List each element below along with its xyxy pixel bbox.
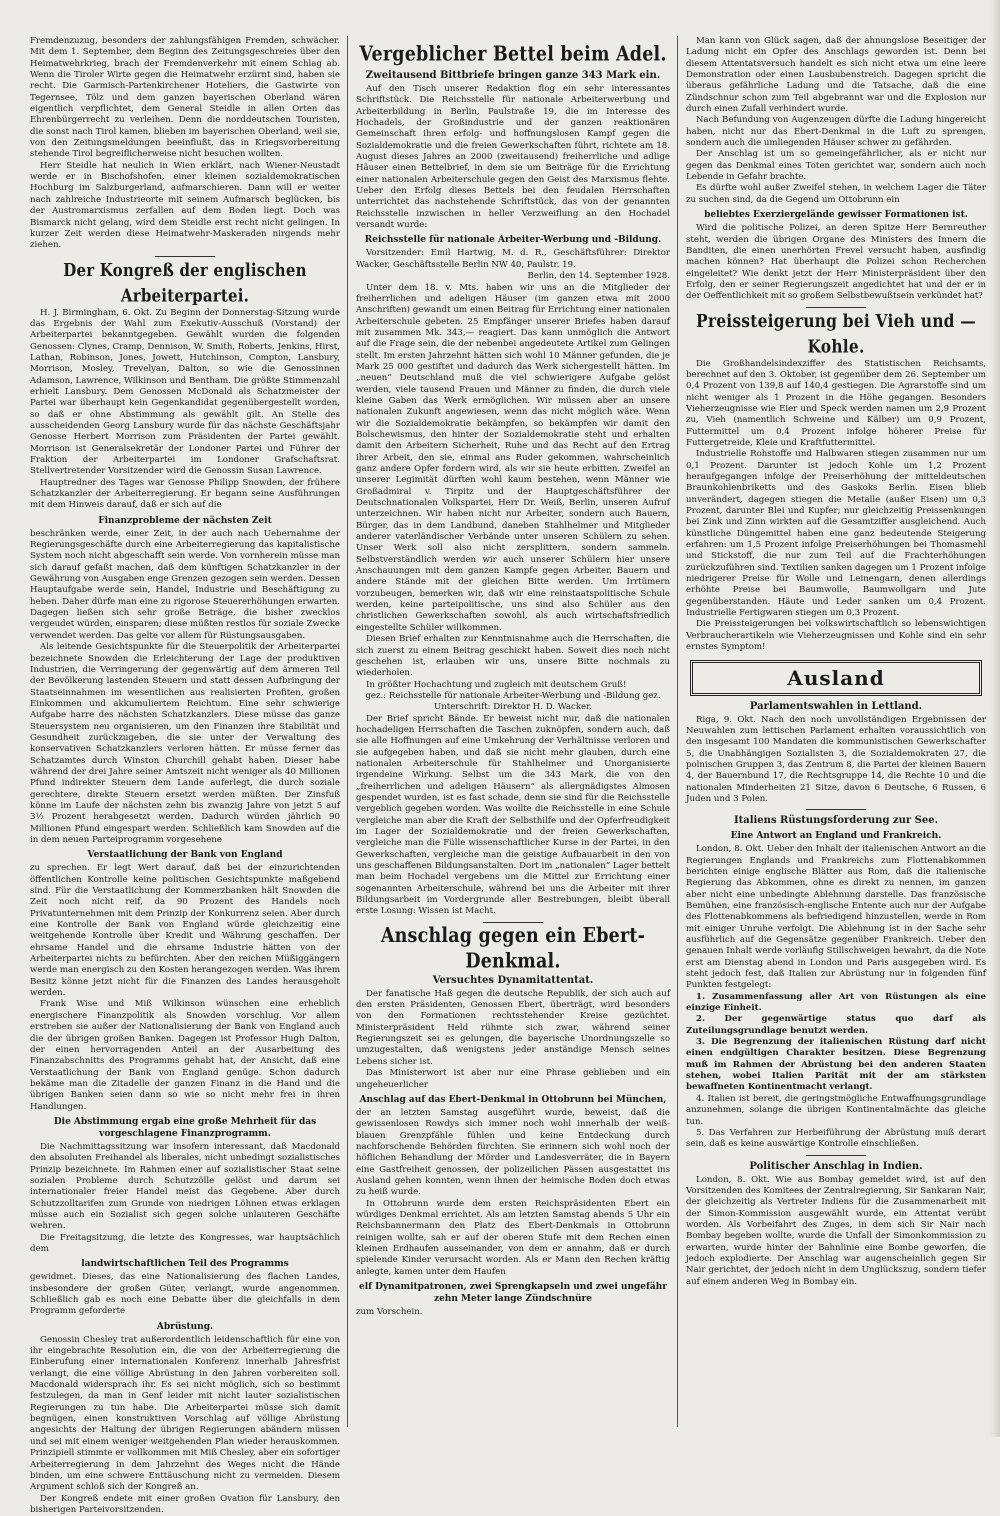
- subheading: beliebtes Exerziergelände gewisser Formationen ist.: [704, 210, 968, 221]
- article-paragraph: Nach Befundung von Augenzeugen dürfte die Ladung hingereicht haben, nicht nur das Ebert-Denkmal in die Luft zu sprengen, sondern auch die umliegenden Häuser schwer zu gefährden.: [686, 115, 986, 149]
- list-item: 1. Zusammenfassung aller Art von Rüstungen als eine einzige Einheit.: [686, 991, 986, 1014]
- column-left: [30, 36, 340, 1515]
- column-divider: [677, 36, 678, 1427]
- article-paragraph: Die Freitagsitzung, die letzte des Kongresses, war hauptsächlich dem: [30, 1232, 340, 1254]
- article-paragraph: Die Nachmittagssitzung war insofern interessant, daß Macdonald den absoluten Freihandel als liberales, nicht unbedingt sozialistisches Prinzip bezeichnete. Im Rahmen einer auf sozialistischer Staat seine sozialen Probleme durch Schutzzölle gelöst und darum sei internationaler freier Handel meist das Gegebene. Aber durch Schutzzolltarifen zum Grunde von niedrigen Löhnen etwas erklagen müsse auch ein Sozialist sich gegen solche unlauteren Geschäfte wehren.: [30, 1141, 340, 1232]
- list-item: 2. Der gegenwärtige status quo darf als Zuteilungsgrundlage benutzt werden.: [686, 1014, 986, 1036]
- article-paragraph: London, 8. Okt. Ueber den Inhalt der italienischen Antwort an die Regierungen Englands und Frankreichs zum Flottenabkommen berichten einige englische Blätter aus Rom, daß die italienische Regierung das Abkommen, ohne es direkt zu nennen, im ganzen aber nicht eine unbedingte Ablehnung darstelle. Das französische Bemühen, eine französisch-englische Entente auch nur der Aufgabe des Flottenabkommens als befriedigend hinzustellen, werde in Rom mit einiger Unruhe verfolgt. Die Ablehnung ist in der Sache sehr ausführlich auf die Gegensätze gegenüber Frankreich. Ueber den genauen Inhalt werde vorläufig Stillschweigen bewahrt, da die Note erst am Dienstag abend in London und Paris ausgegeben wird. Es steht jedoch fest, daß Italien zur Abrüstung nur in folgenden fünf Punkten festgelegt:: [686, 844, 986, 991]
- article-paragraph: zum Vorschein.: [356, 1307, 423, 1317]
- list-item: 4. Italien ist bereit, die geringstmögliche Entwaffnungsgrundlage anzunehmen, solange die übrigen Kontinentalmächte das gleiche tun.: [686, 1093, 986, 1127]
- section-divider: [155, 256, 215, 257]
- article-paragraph: Genossin Chesley trat außerordentlich leidenschaftlich für eine von ihr eingebrachte Resolution ein, die von der Arbeiterregierung die Einberufung einer internationalen Konferenz innerhalb Jahresfrist verlangt, die eine völlige Abrüstung in den Jahren vorbereiten soll. Macdonald widersprach ihr. Es sei nicht möglich, sich so bestimmt festzulegen, da man in Genf leider mit nicht lauter sozialistischen Regierungen zu tun habe. Die Arbeiterpartei müsse sich damit begnügen, einen konstruktiven Vorschlag auf völlige Abrüstung angesichts der Haltung der übrigen Regierungen abändern müssen und sei mit einem weniger weitgehenden Plan wieder herauskommen. Prinzipiell stimmte er vollkommen mit Miß Chesley, aber ein sofortiger Arbeiterregierung in dem Jahrzehnt des Weges nicht die Hände binden, um eine schwere Enttäuschung nicht zu vermeiden. Diesem Argument schloß sich der Kongreß an.: [30, 1334, 340, 1493]
- article-paragraph: zu sprechen. Er legt Wert darauf, daß bei der einzurichtenden öffentlichen Kontrolle keine politischen Gesichtspunkte maßgebend sind. Für die Verstaatlichung der Kommerzbanken hält Snowden die Zeit noch nicht reif, da 90 Prozent des Handels noch Privatunternehmen mit dem Prinzip der Konkurrenz seien. Aber durch eine Kontrolle der Bank von England würde gleichzeitig eine weitgehende Kontrolle über Kredit und Währung geschaffen. Der ehrsame Handel und die ehrsame Industrie hätten von der Arbeiterpartei nichts zu befürchten. Aber den reichen Müßiggängern werde man energisch zu den Kosten herangezogen werden. Was ihrem Besitz könne jetzt nicht für die Finanzen des Landes herausgeholt werden.: [30, 863, 340, 999]
- article-paragraph: Die Preissteigerungen bei volkswirtschaftlich so lebenswichtigen Verbraucherartikeln wie Vieherzeugnissen und Kohle sind ein sehr ernstes Symptom!: [686, 619, 986, 653]
- article-paragraph: Unter dem 18. v. Mts. haben wir uns an die Mitglieder der freiherrlichen und adeligen Häuser (im ganzen etwa mit 2000 Anschriften) gewandt um einen Beitrag für Errichtung einer nationalen Arbeiterschule gebeten. 25 Empfänger unserer Briefes haben darauf mit zusammen Mk. 343,— reagiert. Das kann unmöglich die Antwort auf die Frage sein, die der nebenbei angedeutete Artikel zum Gelingen stellt. Im ersten Jahrzehnt hätten sich wohl 10 Männer gefunden, die je Mark 25 000 gestiftet und dadurch das Werk sichergestellt hätten. Im „neuen“ Deutschland muß die viel schwierigere Aufgabe gelöst werden, viele tausend Frauen und Männer zu finden, die durch viele kleine Gaben das Werk ermöglichen. Wir müssen aber an unsere nationalen Zukunft angewiesen, wenn das nicht möglich wäre. Wenn wir die Sozialdemokratie bekämpfen, so bekämpfen wir damit den Bolschewismus, den hinter der Sozialdemokratie steht und erhalten damit den Arbeitern Sicherheit, Ruhe und das Recht auf den Ertrag ihrer Arbeit, den sie, einmal ans Ruder gekommen, wahrscheinlich ganz andere Opfer fordern wird, als wir sie heute erbitten. Zweifel an unserer Legimität dürften wohl kaum bestehen, wenn Männer wie Großadmiral v. Tirpitz und der Hauptgeschäftsführer der Deutschnationalen Volkspartei, Herr Dr. Weiß, Berlin, unseren Aufruf unterzeichnen. Wir haben nicht nur Arbeiter, sondern auch Bauern, Bürger, das in dem Landbund, daneben Stahlhelmer und Mitglieder anderer vaterländischer Verbände unter unseren Schülern zu sehen. Unser Werk soll also nicht zersplittern, sondern sammeln. Selbstverständlich werden wir auch unserer Schülern hier unsere Anschauungen mit dem ganzen Kampfe gegen Arbeiter, Bauern und andere Stände mit der gleichen Bitte werden. Um Irrtümern vorzubeugen, bemerken wir, daß wir eine reinstaatspolitische Schule werden, keine parteipolitische, uns sind also Schüler aus den christlichen Gewerkschaften sowohl, als auch wirtschaftsfriedlich eingestellte Schüler willkommen.: [356, 282, 670, 633]
- headline-beggar-letter: Vergeblicher Bettel beim Adel.: [359, 43, 667, 67]
- section-divider: [483, 922, 543, 923]
- article-paragraph: gewidmet. Dieses, das eine Nationalisierung des flachen Landes, insbesondere der großen Güter, verlangt, wurde angenommen. Schließlich gab es noch eine Debatte über die gleichfalls in dem Programm geforderte: [30, 1272, 340, 1317]
- list-item: 5. Das Verfahren zur Herbeiführung der Abrüstung muß derart sein, daß es keine auswärtige Kontrolle einschließen.: [686, 1127, 986, 1150]
- article-paragraph: Der Brief spricht Bände. Er beweist nicht nur, daß die nationalen hochadeligen Herrschaften die Taschen zuknöpfen, sondern auch, daß sie alle Hoffnungen auf eine Umkehrung der Verhältnisse verloren und sie aufgegeben haben, und daß sie nicht mehr glauben, durch eine nationalen Arbeiterschule für Stahlhelmer und Unorganisierte irgendeine Wirkung. Selbst um die 343 Mark, die von den „freiherrlichen und adeligen Häusern“ als allergnädigstes Almosen gespendet wurden, ist es fast schade, denn sie sind für die Reichsstelle vergeblich gegeben worden. Was wollte die Reichsstelle in eine Schule vergleiche man aber die Kraft der Selbsthilfe und der Opferfreudigkeit im Lager der Sozialdemokratie und der freien Gewerkschaften, vergleiche man die Fülle wissenschaftlicher Kurse in der Partei, in den Gewerkschaften, vergleiche man die geistige Aufbauarbeit in den von uns geschaffenen Bildungsanstalten. Dort im „nationalen“ Lager bettelt man beim Hochadel vergebens um die Mittel zur Errichtung einer sogenannten Arbeiterschule, während bei uns die Arbeiter mit ihrer Bildungsarbeit im Vordergrunde aller Bestrebungen, bleibt überall erste Losung: Wissen ist Macht.: [356, 713, 670, 917]
- article-paragraph: Fremdenzuzug, besonders der zahlungsfähigen Fremden, schwächer. Mit dem 1. September, dem Beginn des Zeitungsgeschreies über den Heimatwehrkrieg, brach der Fremdenverkehr mit einem Schlag ab. Wenn die Tiroler Wirte gegen die Heimatwehr erzürnt sind, haben sie recht. Die Garmisch-Partenkirchener Hoteliers, die Gastwirte von Tegernsee, Tölz und dem ganzen bayerischen Oberland wären eigentlich verpflichtet, dem General Steidle in allen Orten das Ehrenbürgerrecht zu verleihen. Denn die norddeutschen Touristen, die sonst nach Tirol kamen, blieben im bayerischen Oberland, weil sie, von den Zeitungsmeldungen beeinflußt, das in Kriegsvorbereitung stehende Tirol begreiflicherweise nicht besuchen wollten.: [30, 36, 340, 160]
- headline-sub: Eine Antwort an England und Frankreich.: [730, 831, 942, 842]
- subheading: landwirtschaftlichen Teil des Programms: [81, 1259, 289, 1270]
- headline-ebert-monument: Anschlag gegen ein Ebert-Denkmal.: [380, 924, 646, 973]
- letter-signature: gez.: Reichsstelle für nationale Arbeiter-Werbung und -Bildung gez. Unterschrift: Direktor H. D. Wacker.: [365, 690, 661, 713]
- section-divider: [806, 1155, 866, 1156]
- headline-price-rise: Preissteigerung bei Vieh und — Kohle.: [696, 309, 976, 357]
- section-banner-ausland: [690, 660, 982, 696]
- subheading: Die Abstimmung ergab eine große Mehrheit für das vorgeschlagene Finanzprogramm.: [53, 1116, 317, 1139]
- article-paragraph: H. J. Birmingham, 6. Okt. Zu Beginn der Donnerstag-Sitzung wurde das Ergebnis der Wahl zum Exekutiv-Ausschuß (Vorstand) der Arbeiterpartei bekanntgegeben. Gewählt wurden die folgenden Genossen: Clynes, Cramp, Dennison, W. Smith, Roberts, Jenkins, Hirst, Lathan, Robinson, Jones, Jowett, Hutchinson, Compton, Lansbury, Morrison, Mosley, Trevelyan, Dalton, so wie die Genossinnen Adamson, Lawrence, Wilkinson und Bentham. Die größte Stimmenzahl erhielt Lansbury. Dem Genossen McDonald als Schatzmeister der Partei war überhaupt kein Gegenkandidat gegenübergestellt worden, so daß er ohne Abstimmung als gewählt gilt. An Stelle des ausscheidenden Georg Lansbury wurde für das nächste Geschäftsjahr Genosse Herbert Morrison zum Präsidenten der Partei gewählt. Morrison ist Generalsekretär der Londoner Partei und Führer der Fraktion der Arbeiterpartei im Londoner Grafschaftsrat. Stellvertretender Vorsitzender wird die Genossin Susan Lawrence.: [30, 307, 340, 477]
- column-middle: [356, 36, 670, 1429]
- column-right: [686, 36, 986, 1429]
- article-paragraph: Der fanatische Haß gegen die deutsche Republik, der sich auch auf den ersten Präsidenten, Genossen Ebert, überträgt, wird besonders von den Formationen rechtsstehender Kreise gezüchtet. Ministerpräsident Held rühmte sich zwar, während seiner Regierungszeit sei es gelungen, die bayerische Unordnungszelle so umzugestalten, daß wenigstens jeder anständige Mensch seines Lebens sicher ist.: [356, 988, 670, 1067]
- article-paragraph: In größter Hochachtung und zugleich mit deutschem Gruß!: [366, 679, 627, 690]
- article-paragraph: Riga, 9. Okt. Nach den noch unvollständigen Ergebnissen der Neuwahlen zum lettischen Parlament erhalten voraussichtlich von den insgesamt 100 Mandaten die kommunistischen Gewerkschafter 5, die Unabhängigen Sozialisten 3, die Sozialdemokraten 27, die polnischen Gruppen 3, das Zentrum 8, die Partei der kleinen Bauern 4, der Bauernbund 17, die Rechtsgruppe 14, die Rechte 10 und die nationalen Minderheiten 21 Sitze, davon 6 Deutsche, 6 Russen, 6 Juden und 3 Polen.: [686, 714, 986, 804]
- article-paragraph: Auf den Tisch unserer Redaktion flog ein sehr interessantes Schriftstück. Die Reichsstelle für nationale Arbeiterwerbung und Arbeiterbildung in Berlin, Paulstraße 19, die im Interesse des Hochadels, der Großindustrie und der ganzen reaktionären Gemeinschaft ihren erfolg- und hoffnungslosen Kampf gegen die Sozialdemokratie und die freien Gewerkschaften führt, richtete am 18. August dieses Jahres an 2000 (zweitausend) freiherrliche und adlige Häuser einen Bettelbrief, in dem sie um Beiträge für die Errichtung einer nationalen Arbeiterschule gegen den Geist des Marxismus flehte. Ueber den Erfolg dieses Bettels bei den feudalen Herrschaften unterrichtet das nachstehende Schriftstück, das von der genannten Reichsstelle inzwischen in heller Verzweiflung an den Hochadel versandt wurde:: [356, 84, 670, 231]
- article-paragraph: der an letzten Samstag ausgeführt wurde, beweist, daß die gewissenlosen Rowdys sich immer noch wohl innerhalb der weiß-blauen Grenzpfähle fühlen und keine Entdeckung durch nachforschende Behörden fürchten. Sie erinnern sich wohl noch der höflichen Behandlung der Mörder und Landesverräter, die in Bayern eine Gastfreiheit genossen, der polizeilichen Pässen ausgestattet ins Ausland gehen konnten, wenn ihnen der heimische Boden doch etwas zu heiß wurde.: [356, 1107, 670, 1198]
- article-paragraph: Herr Steidle hat neulich in Wien erklärt, nach Wiener-Neustadt werde er in Bischofshofen, einer kleinen sozialdemokratischen Hochburg im Salzburgerland, aufmarschieren. Dann will er weiter nach zahlreiche Industrieorte mit seinem Aufmarsch beglücken, bis der Austromarxismus zerfallen auf dem Boden liegt. Doch was Bismarck nicht gelang, wird dem Steidle erst recht nicht gelingen. In kurzer Zeit werden diese Heimatwehr-Maskeraden nirgends mehr ziehen.: [30, 160, 340, 251]
- article-paragraph: Es dürfte wohl außer Zweifel stehen, in welchem Lager die Täter zu suchen sind, da die Gegend um Ottobrunn ein: [686, 183, 986, 205]
- letter-heading: Reichsstelle für nationale Arbeiter-Werbung und -Bildung.: [364, 235, 662, 246]
- article-paragraph: Der Kongreß endete mit einer großen Ovation für Lansbury, den bisherigen Parteivorsitzenden.: [30, 1493, 340, 1515]
- column-divider: [347, 36, 348, 1427]
- article-paragraph: Industrielle Rohstoffe und Halbwaren stiegen zusammen nur um 0,1 Prozent. Darunter ist jedoch Kohle um 1,2 Prozent heraufgegangen infolge der Preiserhöhung der mitteldeutschen Braunkohlenbriketts und des Gaskoks Berlin. Eisen blieb unverändert, dagegen stiegen die Metalle (außer Eisen) um 0,3 Prozent, darunter Blei und Kupfer; nur gleichzeitig Preissenkungen bei Zink und Zinn wirkten auf die Gesamtziffer ausgleichend. Auch künstliche Düngemittel haben eine ganz bedeutende Steigerung erfahren: um 1,5 Prozent infolge Preiserhöhungen bei Thomasmehl und Stickstoff, die nur zum Teil auf die Frachterhöhungen zurückzuführen sind. Textilien sanken dagegen um 1 Prozent infolge niedrigerer Preise für Wolle und Leinengarn, denen allerdings erhöhte Preise bei Baumwolle, Baumwollgarn und Jute gegenüberstanden. Häute und Leder sanken um 0,4 Prozent. Industrielle Fertigwaren stiegen um 0,3 Prozent.: [686, 449, 986, 619]
- article-paragraph: Vorsitzender: Emil Hartwig, M. d. R., Geschäftsführer: Direktor Wacker, Geschäftsstelle Berlin NW 40, Paulstr. 19.: [356, 248, 670, 270]
- article-paragraph: Das Ministerwort ist aber nur eine Phrase geblieben und ein ungeheuerlicher: [356, 1068, 670, 1090]
- article-paragraph: Hauptredner des Tages war Genosse Philipp Snowden, der frühere Schatzkanzler der Arbeiterregierung. Er begann seine Ausführungen mit dem Hinweis darauf, daß er sich auf die: [30, 477, 340, 511]
- headline-sub: Versuchtes Dynamitattentat.: [432, 974, 594, 986]
- subheading: Anschlag auf das Ebert-Denkmal in Ottobrunn bei München,: [359, 1094, 667, 1105]
- article-paragraph: Als leitende Gesichtspunkte für die Steuerpolitik der Arbeiterpartei bezeichnete Snowden die Erleichterung der Lage der produktiven Industrien, die Verringerung der gegenwärtig auf dem ärmeren Teil der Bevölkerung lastenden Steuern und statt dessen Aufbringung der Staatseinnahmen im wesentlichen aus realisierten Profiten, großen Einkommen und akkumuliertem Reichtum. Eine sehr schwierige Aufgabe harre des nächsten Schatzkanzlers. Diese müsse das ganze Steuersystem neu organisieren, um den Finanzen ihre Stabilität und Gesundheit zurückzugeben, die sie unter der Verwaltung des konservativen Schatzkanzlers verloren hätten. Er müsse ferner das Schatzamtes durch Winston Churchill gehabt haben. Dieser habe während der drei Jahre seiner Amtszeit nicht weniger als 40 Millionen Pfund indirekter Steuern dem Lande auferlegt, die durch soziale gerechtere, direkte Steuern ersetzt werden müßten. Der Zinsfuß könne im Laufe der nächsten zehn bis zwanzig Jahre von jetzt 5 auf 3½ Prozent herabgesetzt werden. Dadurch würden jährlich 90 Millionen Pfund eingespart werden. Schließlich kam Snowden auf die in dem neuen Parteiprogramm vorgesehene: [30, 642, 340, 845]
- letter-date: Berlin, den 14. September 1928.: [527, 271, 670, 282]
- article-paragraph: London, 8. Okt. Wie aus Bombay gemeldet wird, ist auf den Vorsitzenden des Komitees der Zentralregierung, Sir Sankaran Nair, der gleichzeitig als Vertreter Indiens für die Zusammenarbeit mit der Simon-Kommission ausgewählt wurde, ein Attentat verübt worden. Als Vorbeifahrt des Zuges, in dem sich Sir Nair nach Bombay begeben wollte, wurde die Unfall der Simonkommission zu erwarten, wurde hinter der Bahnlinie eine Bombe geworfen, die jedoch explodierte. Der Anschlag war augenscheinlich gegen Sir Nair gerichtet, der jedoch nicht in dem Unglückszug, sondern tiefer auf einem anderen Weg in Bombay ein.: [686, 1174, 986, 1287]
- article-paragraph: Diesen Brief erhalten zur Kenntnisnahme auch die Herrschaften, die sich zuerst zu einem Beitrag geschickt haben. Soweit dies noch nicht geschehen ist, erlauben wir uns, unsere Bitte nochmals zu wiederholen.: [356, 634, 670, 679]
- headline-latvia: Parlamentswahlen in Lettland.: [749, 700, 923, 712]
- article-paragraph: Wird die politische Polizei, an deren Spitze Herr Bernreuther steht, werden die übrigen Organe des Ministers des Innern die Banditen, die einen unerhörten Frevel versucht haben, ausfindig machen können? Hat überhaupt die Polizei schon Recherchen eingeleitet? Wie denkt jetzt der Herr Ministerpräsident über den Erfolg, den er seiner Regierungszeit angedichtet hat und der er in der Oeffentlichkeit mit so großem Selbstbewußtsein verkündet hat?: [686, 223, 986, 302]
- page-edge-shadow: [990, 0, 1000, 1437]
- subheading: Verstaatlichung der Bank von England: [87, 850, 283, 861]
- list-item: 3. Die Begrenzung der italienischen Rüstung darf nicht einen endgültigen Charakter besitzen. Diese Begrenzung muß im Rahmen der Abrüstung bei den anderen Staaten stehen, wobei Italien Parität mit der am stärksten bewaffneten Kontinentmacht verlangt.: [686, 1037, 986, 1093]
- headline-india: Politischer Anschlag in Indien.: [749, 1160, 923, 1172]
- article-paragraph: Man kann von Glück sagen, daß der ahnungslose Beseitiger der Ladung nicht ein Opfer des Anschlags geworden ist. Denn bei diesem Attentatsversuch handelt es sich nicht etwa um eine leere Demonstration oder einen Lausbubenstreich. Dagegen spricht die überaus gefährliche Ladung und die Tatsache, daß die eine Zündschnur schon zum Teil abgebrannt war und die Explosion nur durch einen Zufall verhindert wurde.: [686, 36, 986, 115]
- headline-italy: Italiens Rüstungsforderung zur See.: [733, 815, 939, 827]
- subheading: elf Dynamitpatronen, zwei Sprengkapseln und zwei ungefähr zehn Meter lange Zündschnüre: [359, 1282, 667, 1304]
- section-divider: [806, 809, 866, 810]
- article-paragraph: beschränken werde, einer Zeit, in der auch nach Uebernahme der Regierungsgeschäfte durch eine Arbeiterregierung das kapitalistische System noch nicht abgeschafft sein werde. Von vornherein müsse man sich darauf gefaßt machen, daß dem künftigen Schatzkanzler in der Gewährung von Ausgaben enge Grenzen gezogen sein werden. Dessen Hauptaufgabe werde sein, Handel, Industrie und Beschäftigung zu heben. Daher dürfe man eine zu rigorose Steuererhöhungen erwarten. Dagegen ließen sich sehr große Beträge, die bisher zwecklos vergeudet würden, einsparen; diese müßten restlos für soziale Zwecke verwendet werden. Das gelte vor allem für Rüstungsausgaben.: [30, 528, 340, 641]
- subheading: Abrüstung.: [156, 1321, 214, 1332]
- article-paragraph: In Ottobrunn wurde dem ersten Reichspräsidenten Ebert ein würdiges Denkmal errichtet. Als am letzten Samstag abends 5 Uhr ein Reichsbannermann den Platz des Ebert-Denkmals in Ottobrunn reinigen wollte, sah er auf der oberen Stufe mit dem Rechen einen kleinen Erdhaufen ausseinander, von dem er annahm, daß er durch spielende Kinder verursacht worden. Als er Mann den Rechen kräftig anlegte, kamen unter dem Haufen: [356, 1198, 670, 1277]
- subheading: Finanzprobleme der nächsten Zeit: [98, 515, 272, 526]
- headline-sub: Zweitausend Bittbriefe bringen ganze 343 Mark ein.: [365, 70, 661, 81]
- article-paragraph: Die Großhandelsindexziffer des Statistischen Reichsamts, berechnet auf den 3. Oktober, ist gegenüber dem 26. September um 0,4 Prozent von 139,8 auf 140,4 gestiegen. Die Agrarstoffe sind um nicht weniger als 1 Prozent in die Höhe gegangen. Besonders Vieherzeugnisse wie Eier und Speck werden namen um 2,9 Prozent zu, Vieh (namentlich Schweine und Kälber) um 0,9 Prozent, Futtermittel um 0,4 Prozent infolge höherer Preise für Futtergetreide, Kleie und Kraftfuttermittel.: [686, 358, 986, 448]
- headline-labour-congress: Der Kongreß der englischen Arbeiterpartei.: [63, 259, 307, 306]
- article-paragraph: Frank Wise und Miß Wilkinson wünschen eine erheblich energischere Finanzpolitik als Snowden vorschlug. Vor allem erstreben sie außer der Nationalisierung der Bank von England auch die der übrigen großen Banken. Dagegen ist Professor Hugh Dalton, der einen hervorragenden Anteil an der Ausarbeitung des Finanzabschnitts des Programms gehabt hat, der Ansicht, daß eine Verstaatlichung der Bank von England genüge. Schon dadurch bekäme man die Zitadelle der ganzen Finanz in die Hand und die übrigen Banken seien dann so wie so nicht mehr frei in ihren Handlungen.: [30, 999, 340, 1112]
- article-paragraph: Der Anschlag ist um so gemeingefährlicher, als er nicht nur gegen das Denkmal eines Toten gerichtet war, sondern auch noch Lebende in Gefahr brachte.: [686, 149, 986, 183]
- section-title: Ausland: [787, 665, 885, 690]
- section-divider: [806, 307, 866, 308]
